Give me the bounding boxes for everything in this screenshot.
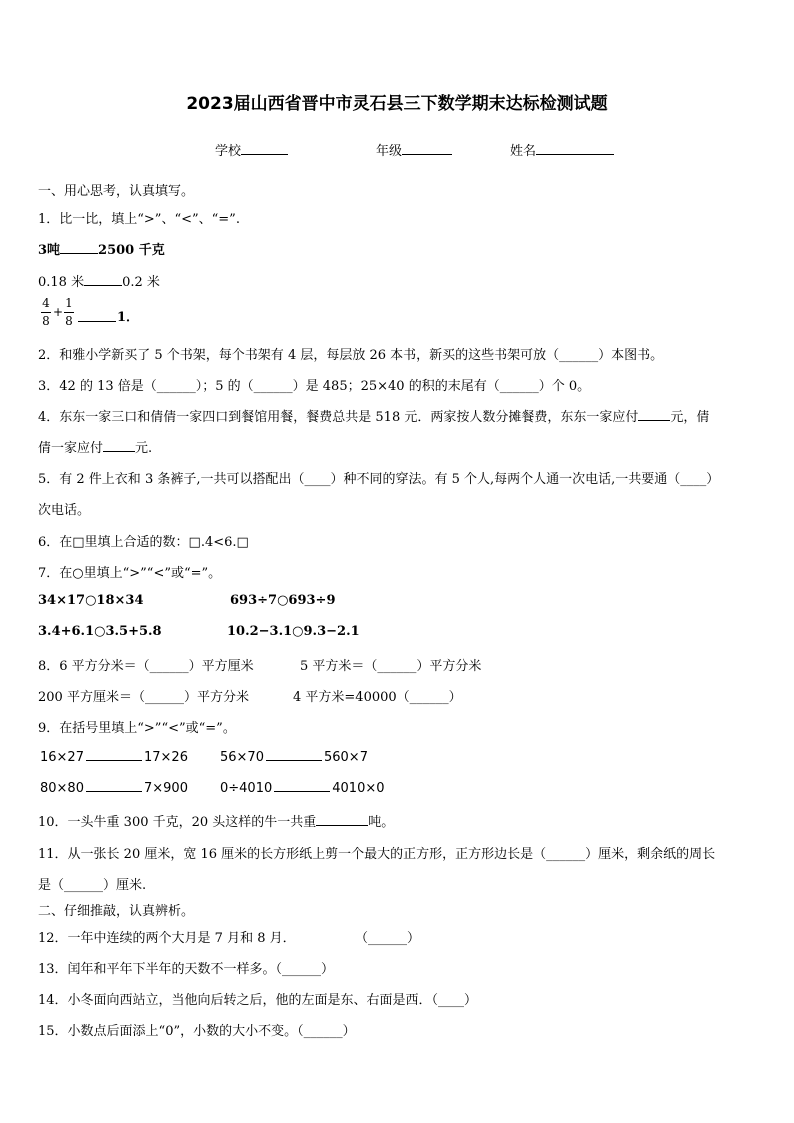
- section-1-heading: 一、用心思考，认真填写。: [38, 184, 195, 199]
- question-2: 2．和雅小学新买了 5 个书架，每个书架有 4 层，每层放 26 本书，新买的这些书架可放（______）本图书。: [38, 348, 664, 363]
- question-12: 12．一年中连续的两个大月是 7 月和 8 月．: [38, 931, 296, 946]
- q8-row1-left: 8．6 平方分米＝（______）平方厘米: [38, 659, 254, 674]
- question-7-stem: 7．在○里填上“>”“<”或“=”。: [38, 566, 222, 581]
- q9-r1a-right: 17×26: [143, 750, 188, 765]
- question-13: 13．闰年和平年下半年的天数不一样多。（______）: [38, 962, 335, 977]
- fraction-bar: [41, 312, 51, 313]
- question-6: 6．在□里填上合适的数：□.4<6.□: [38, 535, 249, 550]
- q7-row1-left: 34×17○18×34: [38, 593, 144, 608]
- fraction-denominator: 8: [42, 314, 50, 328]
- q10-text-b: 吨。: [368, 815, 395, 830]
- q9-r2a-left: 80×80: [40, 781, 84, 796]
- q8-row2-left: 200 平方厘米＝（______）平方分米: [38, 690, 249, 705]
- fraction-numerator: 4: [42, 296, 50, 310]
- question-5-line-1: 5．有 2 件上衣和 3 条裤子,一共可以搭配出（____）种不同的穿法。有 5 个人,每两个人通一次电话,一共要通（____）: [38, 472, 720, 487]
- q4-text-d: 元.: [135, 441, 153, 456]
- q1a-left: 3吨: [38, 243, 61, 258]
- question-11-line-1: 11．从一张长 20 厘米，宽 16 厘米的长方形纸上剪一个最大的正方形，正方形边长是（______）厘米，剩余纸的周长: [38, 847, 716, 862]
- plus-sign: +: [53, 305, 64, 319]
- q9-row2-right: [220, 779, 385, 796]
- page-title: 2023届山西省晋中市灵石县三下数学期末达标检测试题: [186, 94, 608, 114]
- question-9-stem: 9．在括号里填上“>”“<”或“=”。: [38, 721, 236, 736]
- q9-r2b-right: 4010×0: [332, 781, 385, 796]
- q9-r1a-left: 16×27: [40, 750, 84, 765]
- q9-r1b-right: 560×7: [323, 750, 368, 765]
- grade-blank[interactable]: [402, 142, 452, 155]
- q9-r1b-left: 56×70: [220, 750, 264, 765]
- q9-r2b-blank[interactable]: [274, 779, 330, 792]
- q4-text-c: 倩一家应付: [38, 441, 104, 456]
- q10-text-a: 10．一头牛重 300 千克，20 头这样的牛一共重: [38, 815, 317, 830]
- name-label: 姓名: [510, 144, 537, 159]
- q1c-blank[interactable]: [78, 309, 116, 322]
- q8-row2-right: 4 平方米=40000（______）: [293, 690, 462, 705]
- question-1b: [38, 271, 160, 290]
- q7-row2-right: 10.2−3.1○9.3−2.1: [227, 624, 360, 639]
- school-label: 学校: [215, 144, 242, 159]
- question-4-line-2: [38, 437, 152, 456]
- q9-r2a-blank[interactable]: [86, 779, 142, 792]
- question-3: 3．42 的 13 倍是（______）；5 的（______）是 485；25×40 的积的末尾有（______）个 0。: [38, 379, 591, 394]
- question-4-line-1: [38, 406, 709, 425]
- q9-row2-left: [40, 779, 188, 796]
- q4-blank-2[interactable]: [103, 439, 135, 452]
- grade-field: [376, 140, 452, 159]
- school-field: [215, 140, 288, 159]
- q7-row1-right: 693÷7○693÷9: [230, 593, 336, 608]
- q9-r2b-left: 0÷4010: [220, 781, 273, 796]
- q1a-right: 2500 千克: [98, 243, 165, 258]
- q1b-left: 0.18 米: [38, 275, 85, 290]
- q9-row1-right: [220, 748, 368, 765]
- fraction-denominator: 8: [65, 314, 73, 328]
- section-2-heading: 二、仔细推敲，认真辨析。: [38, 904, 195, 919]
- question-10: [38, 811, 394, 830]
- q1a-blank[interactable]: [60, 241, 98, 254]
- q10-blank[interactable]: [316, 813, 368, 826]
- q4-text-a: 4．东东一家三口和倩倩一家四口到餐馆用餐，餐费总共是 518 元．两家按人数分摊餐费，东东一家应付: [38, 410, 639, 425]
- grade-label: 年级: [376, 144, 403, 159]
- q4-blank-1[interactable]: [638, 408, 670, 421]
- question-1-stem: 1．比一比，填上“>”、“<”、“=”.: [38, 212, 240, 227]
- q1c-right: 1．: [117, 310, 140, 325]
- question-1a: [38, 239, 165, 258]
- fraction-bar: [64, 312, 74, 313]
- q1b-right: 0.2 米: [122, 275, 160, 290]
- question-11-line-2: 是（______）厘米.: [38, 878, 147, 893]
- q9-row1-left: [40, 748, 188, 765]
- q4-text-b: 元，倩: [670, 410, 710, 425]
- question-5-line-2: 次电话。: [38, 503, 91, 518]
- q9-r1a-blank[interactable]: [86, 748, 142, 761]
- q9-r1b-blank[interactable]: [266, 748, 322, 761]
- fraction-numerator: 1: [65, 296, 73, 310]
- q9-r2a-right: 7×900: [143, 781, 188, 796]
- school-blank[interactable]: [241, 142, 288, 155]
- name-blank[interactable]: [536, 142, 614, 155]
- question-14: 14．小冬面向西站立，当他向后转之后，他的左面是东、右面是西．（____）: [38, 993, 478, 1008]
- name-field: [510, 140, 614, 159]
- q7-row2-left: 3.4+6.1○3.5+5.8: [38, 624, 162, 639]
- q8-row1-right: 5 平方米＝（______）平方分米: [300, 659, 482, 674]
- question-12-answer[interactable]: （______）: [355, 931, 421, 946]
- question-15: 15．小数点后面添上“0”，小数的大小不变。（______）: [38, 1024, 356, 1039]
- q1b-blank[interactable]: [84, 273, 122, 286]
